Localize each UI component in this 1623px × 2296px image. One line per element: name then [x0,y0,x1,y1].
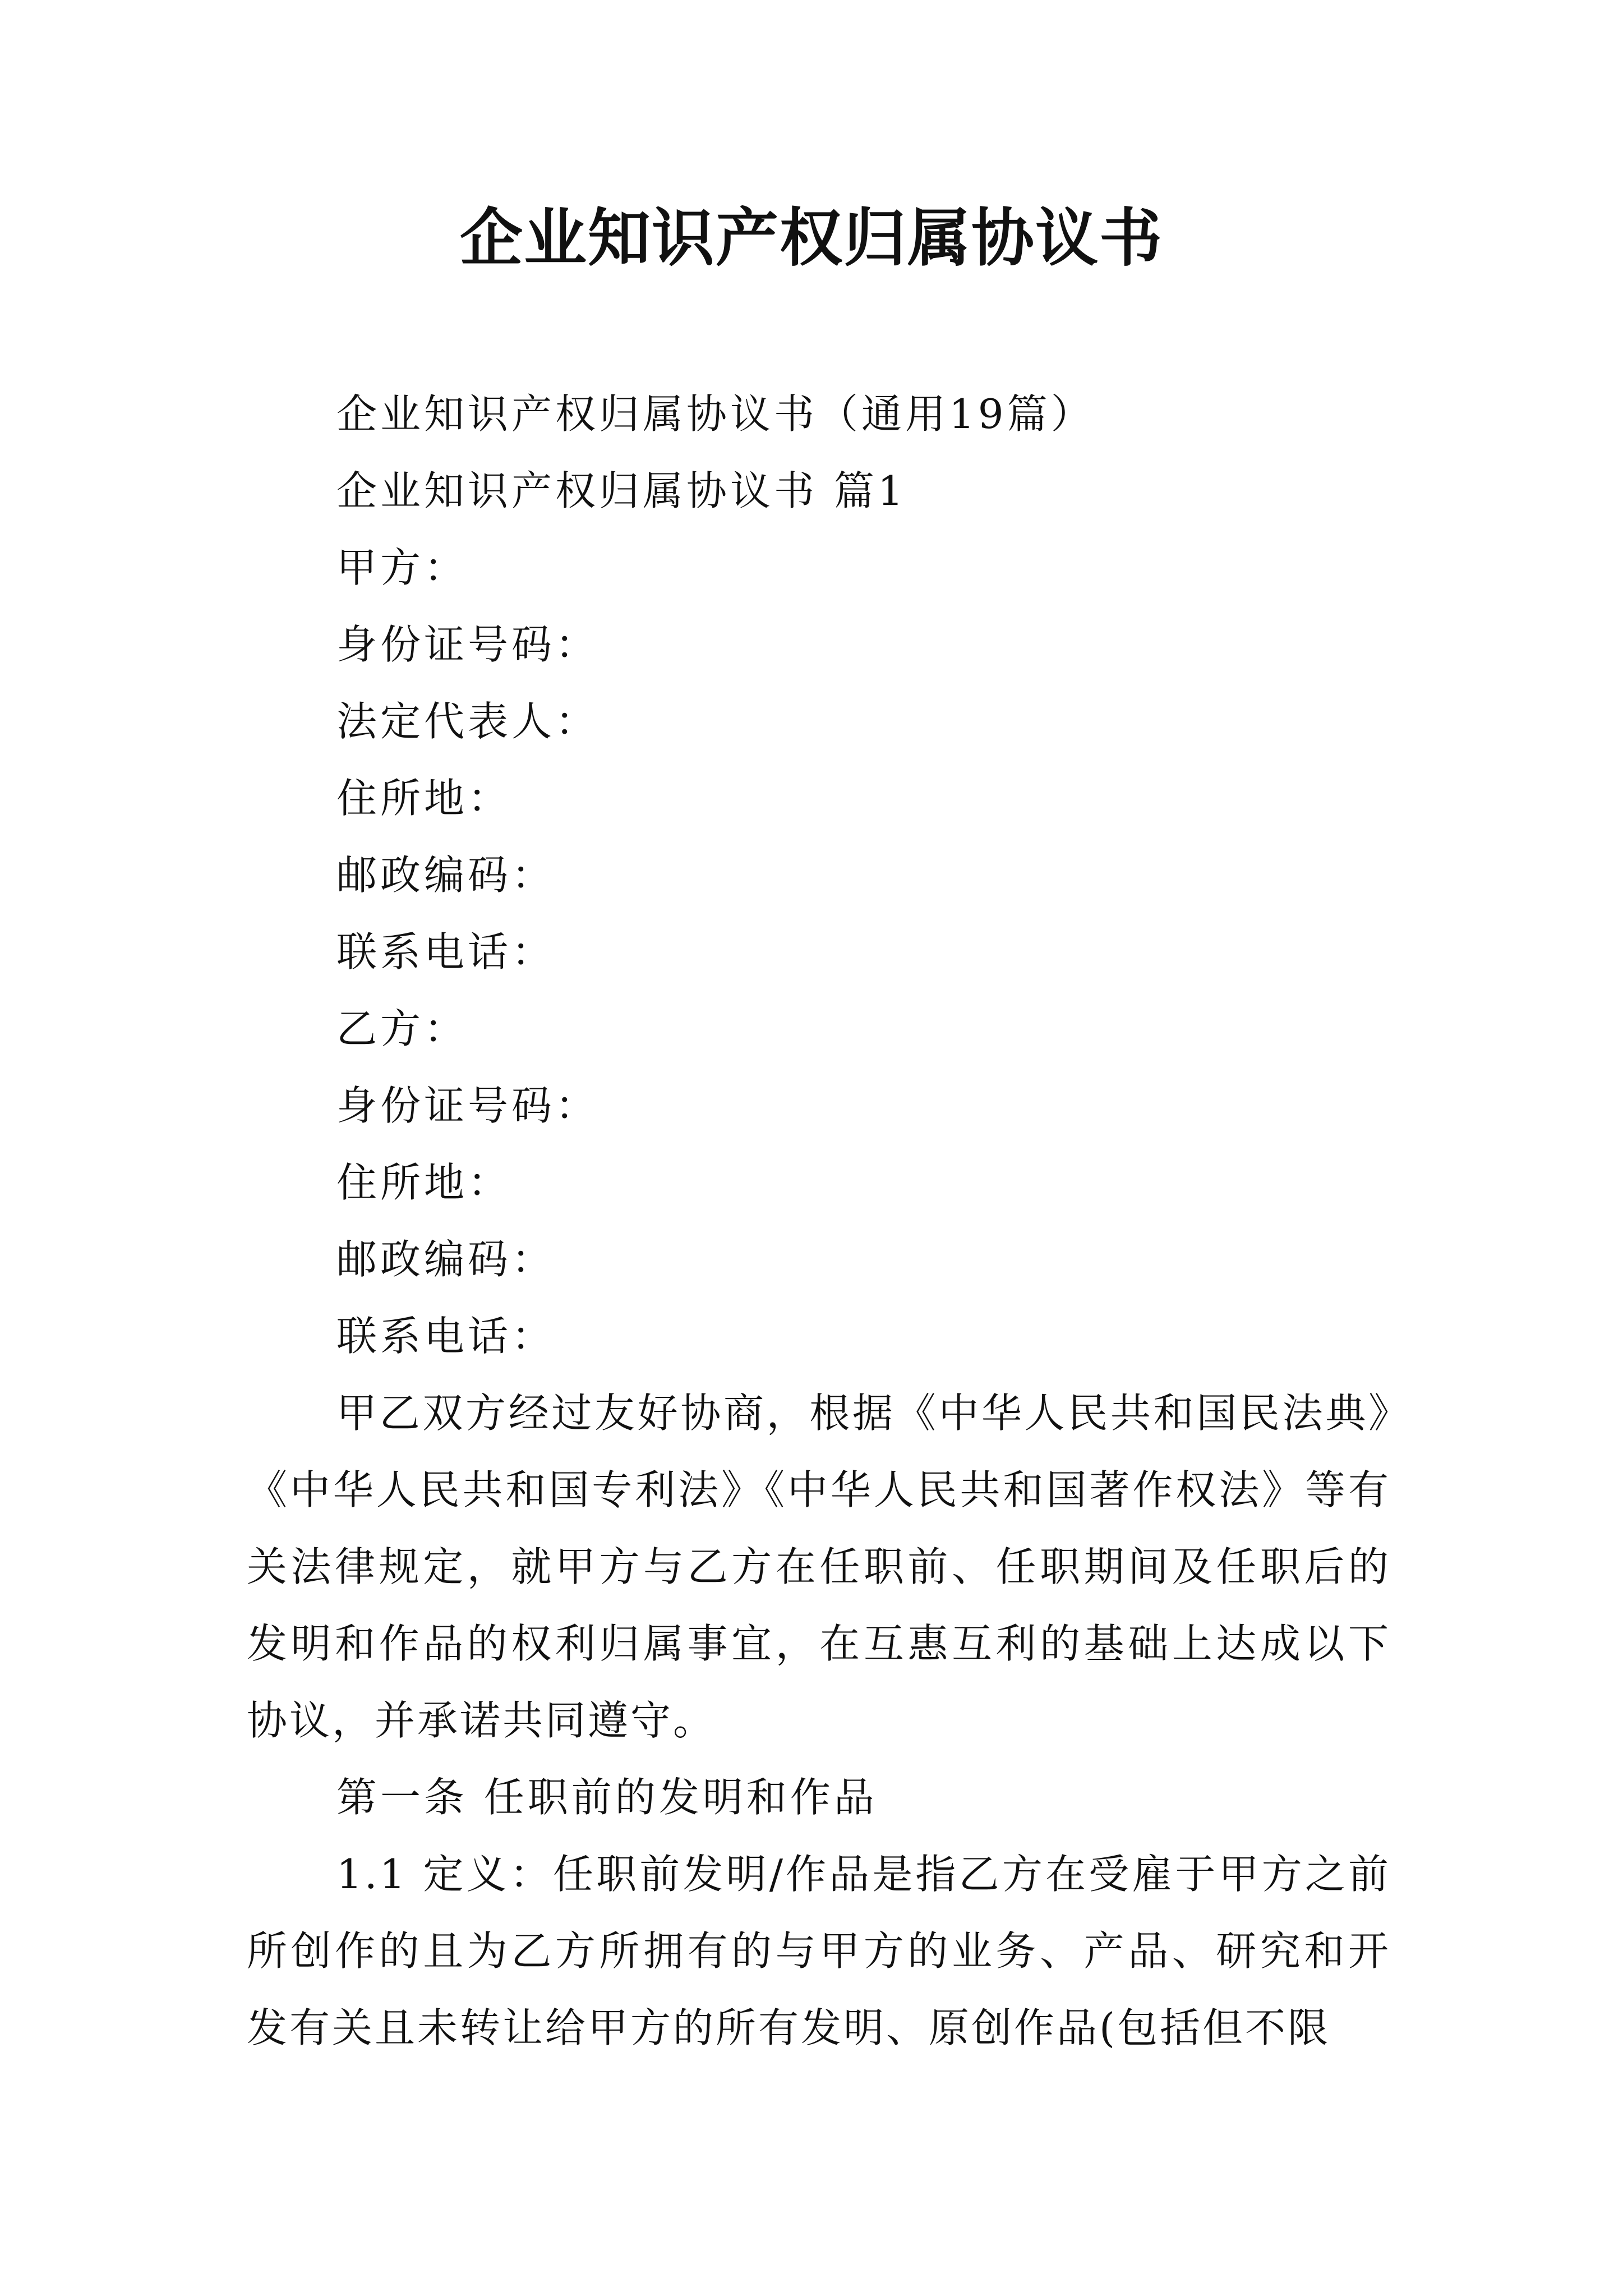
party-a-label: 甲方： [336,544,468,591]
section-heading: 企业知识产权归属协议书 篇1 [336,467,907,514]
party-a-postal-code-label: 邮政编码： [336,852,556,899]
document-title: 企业知识产权归属协议书 [460,201,1163,275]
party-a-legal-representative-label: 法定代表人： [336,698,600,745]
party-a-id-number-label: 身份证号码： [336,621,600,668]
party-b-phone-label: 联系电话： [336,1313,556,1360]
document-body [247,376,1391,2067]
party-b-postal-code-label: 邮政编码： [336,1236,556,1283]
article-1-definition-paragraph: 1.1 定义：任职前发明/作品是指乙方在受雇于甲方之前所创作的且为乙方所拥有的与甲方的业务、产品、研究和开发有关且未转让给甲方的所有发明、原创作品(包括但不限 [247,1851,1391,2051]
party-b-id-number-label: 身份证号码： [336,1082,600,1129]
party-a-phone-label: 联系电话： [336,928,556,976]
agreement-preamble-paragraph: 甲乙双方经过友好协商，根据《中华人民共和国民法典》《中华人民共和国专利法》《中华人民共和国著作权法》等有关法律规定，就甲方与乙方在任职前、任职期间及任职后的发明和作品的权利归属事宜，在互惠互利的基础上达成以下协议，并承诺共同遵守。 [247,1389,1391,1744]
article-1-heading: 第一条 任职前的发明和作品 [336,1774,878,1821]
party-b-address-label: 住所地： [336,1159,512,1206]
party-a-address-label: 住所地： [336,775,512,822]
party-b-label: 乙方： [336,1005,468,1052]
document-subtitle: 企业知识产权归属协议书（通用19篇） [336,390,1095,438]
